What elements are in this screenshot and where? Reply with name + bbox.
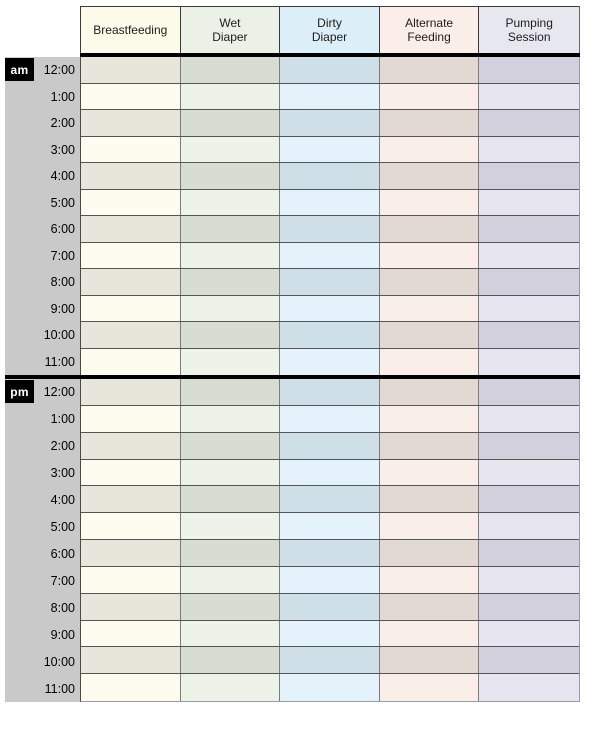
time-label: 10:00: [43, 328, 75, 343]
column-header-pumping-session: [479, 7, 579, 53]
time-gutter-am: [5, 57, 80, 375]
time-label: 8:00: [50, 600, 75, 615]
grid-cell-breastfeeding[interactable]: [81, 216, 181, 242]
grid-cell-breastfeeding[interactable]: [81, 84, 181, 110]
table-row: [81, 567, 579, 594]
column-header-label: Wet: [219, 16, 241, 30]
grid-cell-wet-diaper[interactable]: [181, 647, 281, 673]
table-row: [81, 296, 579, 323]
grid-cell-dirty-diaper[interactable]: [280, 163, 380, 189]
time-label: 11:00: [44, 354, 75, 369]
grid-cell-wet-diaper[interactable]: [181, 433, 281, 459]
grid-cell-pumping-session[interactable]: [479, 433, 579, 459]
grid-cell-wet-diaper[interactable]: [181, 137, 281, 163]
grid-cell-dirty-diaper[interactable]: [280, 190, 380, 216]
column-header-row: [80, 6, 580, 53]
table-row: [81, 433, 579, 460]
grid-cell-wet-diaper[interactable]: [181, 243, 281, 269]
grid-cell-wet-diaper[interactable]: [181, 567, 281, 593]
grid-cell-pumping-session[interactable]: [479, 349, 579, 376]
grid-cell-alternate-feeding[interactable]: [380, 269, 480, 295]
grid-cell-alternate-feeding[interactable]: [380, 540, 480, 566]
grid-cell-dirty-diaper[interactable]: [280, 594, 380, 620]
table-row: [81, 163, 579, 190]
column-header-alternate-feeding: [380, 7, 480, 53]
grid-cell-breastfeeding[interactable]: [81, 379, 181, 405]
grid-cell-alternate-feeding[interactable]: [380, 243, 480, 269]
grid-cell-alternate-feeding[interactable]: [380, 110, 480, 136]
grid-cell-dirty-diaper[interactable]: [280, 406, 380, 432]
grid-cell-alternate-feeding[interactable]: [380, 433, 480, 459]
time-label: 7:00: [50, 248, 75, 263]
grid-cell-pumping-session[interactable]: [479, 57, 579, 83]
table-row: [81, 460, 579, 487]
table-row: [81, 137, 579, 164]
grid-cell-wet-diaper[interactable]: [181, 621, 281, 647]
column-header-label: Feeding: [407, 30, 451, 44]
grid-cell-breastfeeding[interactable]: [81, 460, 181, 486]
time-label: 6:00: [50, 222, 75, 237]
grid-cell-alternate-feeding[interactable]: [380, 57, 480, 83]
grid-cell-dirty-diaper[interactable]: [280, 513, 380, 539]
grid-cell-breastfeeding[interactable]: [81, 163, 181, 189]
grid-body-am: [80, 57, 580, 375]
grid-cell-dirty-diaper[interactable]: [280, 57, 380, 83]
grid-cell-dirty-diaper[interactable]: [280, 379, 380, 405]
time-label: 8:00: [50, 275, 75, 290]
table-row: [81, 216, 579, 243]
table-row: [81, 190, 579, 217]
grid-cell-dirty-diaper[interactable]: [280, 647, 380, 673]
grid-cell-dirty-diaper[interactable]: [280, 540, 380, 566]
grid-cell-wet-diaper[interactable]: [181, 486, 281, 512]
table-row: [81, 647, 579, 674]
table-row: [81, 243, 579, 270]
grid-cell-wet-diaper[interactable]: [181, 163, 281, 189]
grid-body-pm: [80, 379, 580, 702]
table-row: [81, 621, 579, 648]
grid-cell-pumping-session[interactable]: [479, 243, 579, 269]
grid-cell-dirty-diaper[interactable]: [280, 243, 380, 269]
grid-cell-breastfeeding[interactable]: [81, 486, 181, 512]
grid-cell-dirty-diaper[interactable]: [280, 137, 380, 163]
grid-cell-pumping-session[interactable]: [479, 486, 579, 512]
grid-cell-pumping-session[interactable]: [479, 379, 579, 405]
table-row: [81, 540, 579, 567]
grid-cell-breastfeeding[interactable]: [81, 57, 181, 83]
grid-cell-wet-diaper[interactable]: [181, 84, 281, 110]
table-row: [81, 84, 579, 111]
grid-cell-pumping-session[interactable]: [479, 594, 579, 620]
grid-cell-wet-diaper[interactable]: [181, 322, 281, 348]
time-label: 11:00: [44, 681, 75, 696]
grid-cell-breastfeeding[interactable]: [81, 190, 181, 216]
grid-cell-breastfeeding[interactable]: [81, 110, 181, 136]
grid-cell-dirty-diaper[interactable]: [280, 216, 380, 242]
grid-cell-alternate-feeding[interactable]: [380, 460, 480, 486]
grid-cell-wet-diaper[interactable]: [181, 674, 281, 701]
grid-cell-breastfeeding[interactable]: [81, 647, 181, 673]
grid-cell-alternate-feeding[interactable]: [380, 296, 480, 322]
grid-cell-pumping-session[interactable]: [479, 647, 579, 673]
grid-cell-pumping-session[interactable]: [479, 621, 579, 647]
grid-cell-breastfeeding[interactable]: [81, 137, 181, 163]
time-gutter-pm: [5, 379, 80, 702]
table-row: [81, 57, 579, 84]
grid-cell-wet-diaper[interactable]: [181, 57, 281, 83]
grid-cell-dirty-diaper[interactable]: [280, 110, 380, 136]
table-row: [81, 322, 579, 349]
grid-cell-pumping-session[interactable]: [479, 216, 579, 242]
column-header-dirty-diaper: [280, 7, 380, 53]
table-row: [81, 110, 579, 137]
grid-cell-pumping-session[interactable]: [479, 163, 579, 189]
time-label: 3:00: [50, 142, 75, 157]
time-label: 4:00: [50, 493, 75, 508]
grid-cell-alternate-feeding[interactable]: [380, 322, 480, 348]
time-label: 3:00: [50, 466, 75, 481]
grid-cell-breastfeeding[interactable]: [81, 433, 181, 459]
grid-cell-wet-diaper[interactable]: [181, 269, 281, 295]
time-label: 2:00: [50, 116, 75, 131]
time-label: 2:00: [50, 439, 75, 454]
column-header-label: Diaper: [212, 30, 248, 44]
column-header-label: Diaper: [311, 30, 348, 44]
grid-cell-dirty-diaper[interactable]: [280, 322, 380, 348]
grid-cell-pumping-session[interactable]: [479, 137, 579, 163]
table-row: [81, 349, 579, 376]
grid-cell-alternate-feeding[interactable]: [380, 486, 480, 512]
time-label: 10:00: [43, 654, 75, 669]
grid-cell-breastfeeding[interactable]: [81, 621, 181, 647]
time-label: 9:00: [50, 301, 75, 316]
grid-cell-pumping-session[interactable]: [479, 269, 579, 295]
grid-cell-wet-diaper[interactable]: [181, 110, 281, 136]
grid-cell-wet-diaper[interactable]: [181, 216, 281, 242]
grid-cell-pumping-session[interactable]: [479, 460, 579, 486]
column-header-label: Breastfeeding: [93, 23, 168, 37]
grid-cell-pumping-session[interactable]: [479, 674, 579, 701]
grid-cell-breastfeeding[interactable]: [81, 674, 181, 701]
grid-cell-breastfeeding[interactable]: [81, 406, 181, 432]
grid-cell-alternate-feeding[interactable]: [380, 84, 480, 110]
time-label: 1:00: [50, 412, 75, 427]
grid-cell-breastfeeding[interactable]: [81, 322, 181, 348]
grid-cell-alternate-feeding[interactable]: [380, 647, 480, 673]
grid-cell-breastfeeding[interactable]: [81, 243, 181, 269]
grid-cell-dirty-diaper[interactable]: [280, 269, 380, 295]
time-label: 7:00: [50, 573, 75, 588]
grid-cell-wet-diaper[interactable]: [181, 349, 281, 376]
column-header-label: Dirty: [317, 16, 342, 30]
table-row: [81, 269, 579, 296]
grid-cell-dirty-diaper[interactable]: [280, 84, 380, 110]
am-badge: am: [5, 58, 34, 81]
time-label: 6:00: [50, 546, 75, 561]
grid-cell-wet-diaper[interactable]: [181, 460, 281, 486]
grid-cell-breastfeeding[interactable]: [81, 349, 181, 376]
table-row: [81, 406, 579, 433]
column-header-label: Session: [507, 30, 551, 44]
time-label: 5:00: [50, 520, 75, 535]
table-row: [81, 513, 579, 540]
time-label: 4:00: [50, 169, 75, 184]
column-header-wet-diaper: [181, 7, 281, 53]
grid-cell-dirty-diaper[interactable]: [280, 460, 380, 486]
grid-cell-breastfeeding[interactable]: [81, 540, 181, 566]
grid-cell-alternate-feeding[interactable]: [380, 190, 480, 216]
grid-cell-pumping-session[interactable]: [479, 190, 579, 216]
time-label: 12:00: [43, 385, 75, 400]
grid-cell-breastfeeding[interactable]: [81, 296, 181, 322]
grid-cell-pumping-session[interactable]: [479, 296, 579, 322]
grid-cell-wet-diaper[interactable]: [181, 513, 281, 539]
table-row: [81, 379, 579, 406]
grid-cell-alternate-feeding[interactable]: [380, 594, 480, 620]
time-label: 9:00: [50, 627, 75, 642]
grid-cell-alternate-feeding[interactable]: [380, 674, 480, 701]
column-header-label: Alternate: [405, 16, 454, 30]
column-header-breastfeeding: [81, 7, 181, 53]
grid-cell-pumping-session[interactable]: [479, 322, 579, 348]
table-row: [81, 674, 579, 701]
time-label: 1:00: [50, 89, 75, 104]
table-row: [81, 486, 579, 513]
grid-cell-alternate-feeding[interactable]: [380, 379, 480, 405]
grid-cell-dirty-diaper[interactable]: [280, 349, 380, 376]
grid-cell-wet-diaper[interactable]: [181, 406, 281, 432]
grid-cell-wet-diaper[interactable]: [181, 379, 281, 405]
table-row: [81, 594, 579, 621]
grid-cell-pumping-session[interactable]: [479, 540, 579, 566]
time-label: 5:00: [50, 195, 75, 210]
grid-cell-dirty-diaper[interactable]: [280, 433, 380, 459]
grid-cell-pumping-session[interactable]: [479, 110, 579, 136]
grid-cell-pumping-session[interactable]: [479, 84, 579, 110]
grid-cell-alternate-feeding[interactable]: [380, 406, 480, 432]
grid-cell-breastfeeding[interactable]: [81, 269, 181, 295]
grid-cell-wet-diaper[interactable]: [181, 594, 281, 620]
grid-cell-dirty-diaper[interactable]: [280, 674, 380, 701]
grid-cell-dirty-diaper[interactable]: [280, 621, 380, 647]
grid-cell-alternate-feeding[interactable]: [380, 621, 480, 647]
grid-cell-wet-diaper[interactable]: [181, 540, 281, 566]
grid-cell-pumping-session[interactable]: [479, 567, 579, 593]
column-header-label: Pumping: [505, 16, 553, 30]
grid-cell-alternate-feeding[interactable]: [380, 513, 480, 539]
grid-cell-dirty-diaper[interactable]: [280, 296, 380, 322]
grid-cell-alternate-feeding[interactable]: [380, 567, 480, 593]
pm-badge: pm: [5, 380, 34, 403]
grid-cell-alternate-feeding[interactable]: [380, 349, 480, 376]
grid-cell-wet-diaper[interactable]: [181, 190, 281, 216]
grid-cell-breastfeeding[interactable]: [81, 513, 181, 539]
grid-cell-breastfeeding[interactable]: [81, 567, 181, 593]
time-label: 12:00: [43, 63, 75, 78]
grid-cell-alternate-feeding[interactable]: [380, 137, 480, 163]
grid-cell-breastfeeding[interactable]: [81, 594, 181, 620]
grid-cell-alternate-feeding[interactable]: [380, 216, 480, 242]
grid-cell-dirty-diaper[interactable]: [280, 486, 380, 512]
grid-cell-pumping-session[interactable]: [479, 406, 579, 432]
grid-cell-wet-diaper[interactable]: [181, 296, 281, 322]
grid-cell-alternate-feeding[interactable]: [380, 163, 480, 189]
grid-cell-pumping-session[interactable]: [479, 513, 579, 539]
grid-cell-dirty-diaper[interactable]: [280, 567, 380, 593]
